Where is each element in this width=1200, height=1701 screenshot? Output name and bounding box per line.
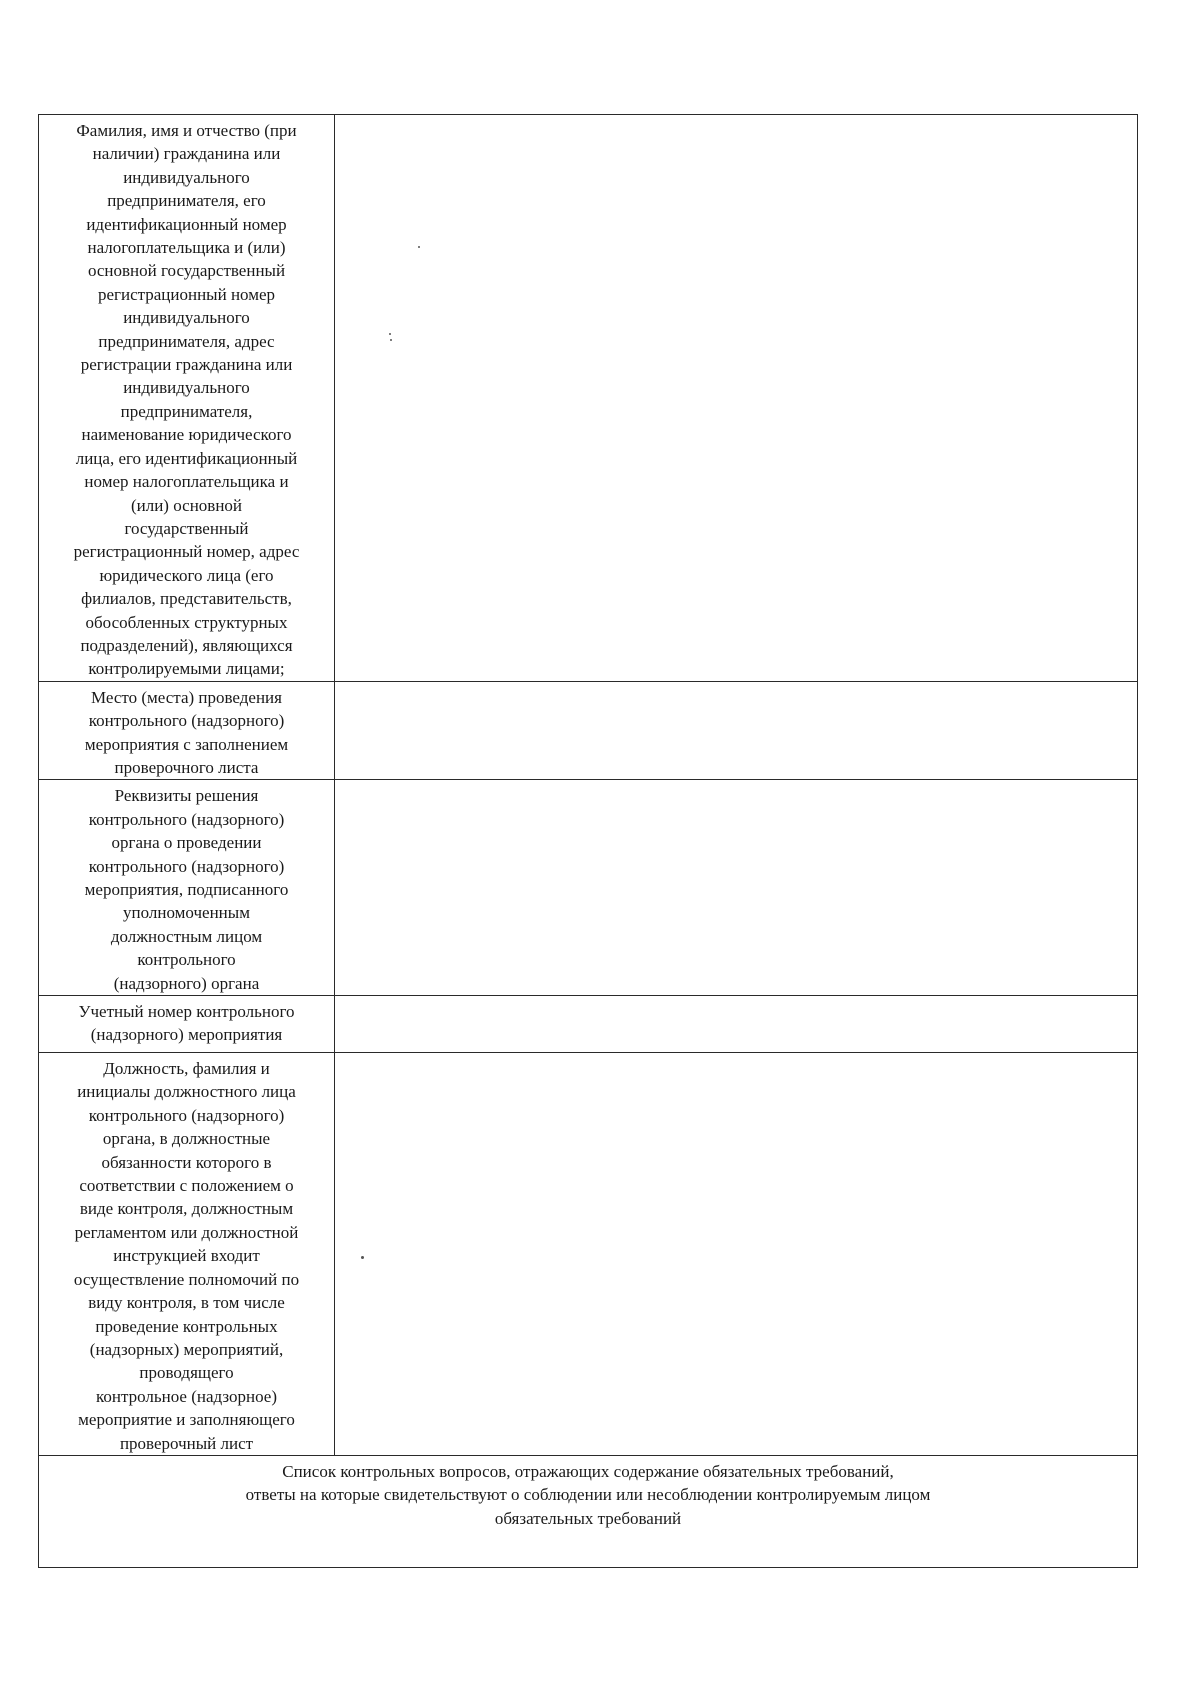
field-label-official-details: Должность, фамилия и инициалы должностного лица контрольного (надзорного) органа, в должностные обязанности которого в соответствии с положением о виде контроля, должностным регламентом или должностной инструкцией входит осуществление полномочий по виду контроля, в том числе проведение контрольных (надзорных) мероприятий, проводящего контрольное (надзорное) мероприятие и заполняющего проверочный лист: [73, 1059, 300, 1453]
field-label-cell: [39, 996, 335, 1053]
field-label-registration-number: Учетный номер контрольного (надзорного) мероприятия: [78, 1002, 295, 1045]
field-label-controlled-person: Фамилия, имя и отчество (при наличии) гражданина или индивидуального предпринимателя, его идентификационный номер налогоплательщика и (или) основной государственный регистрационный номер индивидуального предпринимателя, адрес регистрации гражданина или индивидуального предпринимателя, наименование юридического лица, его идентификационный номер налогоплательщика и (или) основной государственный регистрационный номер, адрес юридического лица (его филиалов, представительств, обособленных структурных подразделений), являющихся контролируемыми лицами;: [73, 121, 300, 679]
field-label-cell: [39, 780, 335, 996]
question-list-heading: Список контрольных вопросов, отражающих содержание обязательных требований, ответы на которые свидетельствуют о соблюдении или несоблюдении контролируемым лицом обязательных требований: [39, 1455, 1138, 1567]
table-row-question-list-heading: [39, 1455, 1138, 1567]
table-row-registration-number: [39, 996, 1138, 1053]
inspection-checklist-form-table: [38, 114, 1138, 1568]
field-label-cell: [39, 1053, 335, 1456]
scan-speck: [389, 333, 391, 335]
table-row-official-details: [39, 1053, 1138, 1456]
field-value-official-details[interactable]: [335, 1053, 1138, 1456]
table-row-inspection-place: [39, 681, 1138, 780]
field-value-controlled-person[interactable]: [335, 115, 1138, 682]
field-value-inspection-place[interactable]: [335, 681, 1138, 780]
table-row-decision-details: [39, 780, 1138, 996]
scan-speck: [361, 1256, 364, 1259]
field-label-inspection-place: Место (места) проведения контрольного (надзорного) мероприятия с заполнением проверочного листа: [84, 687, 289, 777]
scan-speck: [418, 246, 420, 248]
field-value-registration-number[interactable]: [335, 996, 1138, 1053]
scan-speck: [390, 339, 392, 341]
field-label-decision-details: Реквизиты решения контрольного (надзорного) органа о проведении контрольного (надзорного) мероприятия, подписанного уполномоченным должностным лицом контрольного (надзорного) органа: [84, 786, 289, 993]
field-label-cell: [39, 681, 335, 780]
field-value-decision-details[interactable]: [335, 780, 1138, 996]
table-row-controlled-person: [39, 115, 1138, 682]
field-label-cell: [39, 115, 335, 682]
